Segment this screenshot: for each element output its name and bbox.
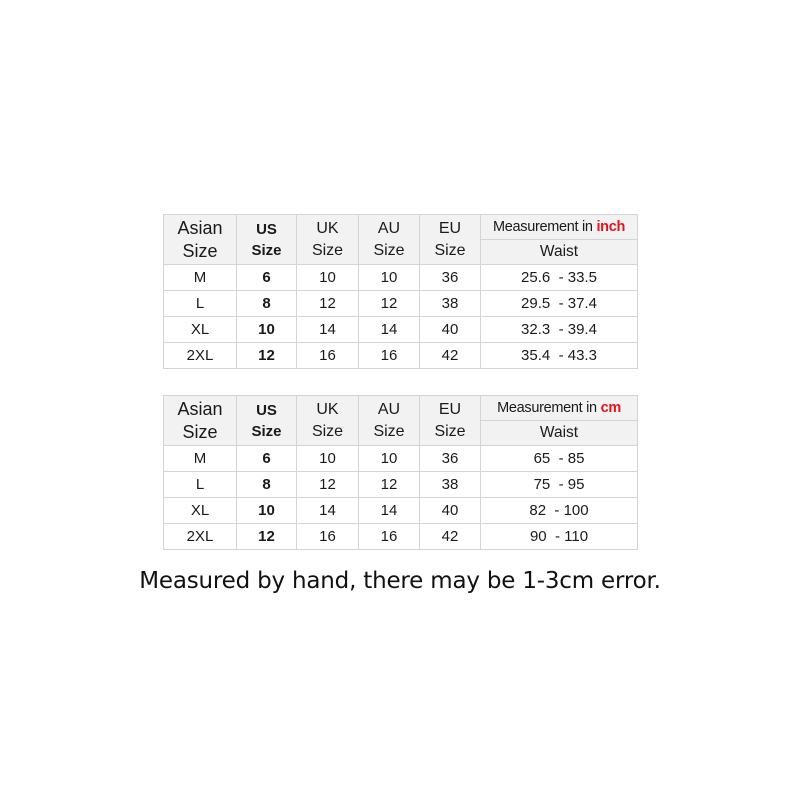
cell-au: 16 bbox=[359, 524, 420, 550]
cell-waist: 32.3 - 39.4 bbox=[481, 317, 638, 343]
header-asian-size: Asian Size bbox=[164, 396, 237, 446]
cell-eu: 36 bbox=[420, 446, 481, 472]
size-chart-inch bbox=[163, 214, 638, 369]
cell-uk: 14 bbox=[297, 317, 359, 343]
cell-uk: 12 bbox=[297, 472, 359, 498]
table-row bbox=[164, 265, 638, 291]
cell-uk: 16 bbox=[297, 343, 359, 369]
header-row bbox=[164, 215, 638, 240]
cell-us: 6 bbox=[237, 265, 297, 291]
header-waist: Waist bbox=[481, 240, 638, 265]
table-row bbox=[164, 498, 638, 524]
table-row bbox=[164, 343, 638, 369]
cell-au: 12 bbox=[359, 291, 420, 317]
cell-asian: L bbox=[164, 472, 237, 498]
cell-asian: XL bbox=[164, 498, 237, 524]
cell-au: 14 bbox=[359, 317, 420, 343]
header-eu-size: EU Size bbox=[420, 215, 481, 265]
header-uk-size: UK Size bbox=[297, 215, 359, 265]
header-row bbox=[164, 396, 638, 421]
cell-au: 12 bbox=[359, 472, 420, 498]
header-au-size: AU Size bbox=[359, 396, 420, 446]
cell-eu: 42 bbox=[420, 524, 481, 550]
table-row bbox=[164, 524, 638, 550]
cell-asian: M bbox=[164, 265, 237, 291]
header-au-size: AU Size bbox=[359, 215, 420, 265]
cell-eu: 38 bbox=[420, 472, 481, 498]
unit-label: cm bbox=[600, 399, 621, 416]
cell-waist: 90 - 110 bbox=[481, 524, 638, 550]
header-us-size: US Size bbox=[237, 396, 297, 446]
cell-us: 12 bbox=[237, 524, 297, 550]
cell-waist: 25.6 - 33.5 bbox=[481, 265, 638, 291]
unit-label: inch bbox=[596, 218, 626, 235]
cell-us: 8 bbox=[237, 472, 297, 498]
cell-us: 10 bbox=[237, 498, 297, 524]
cell-asian: 2XL bbox=[164, 524, 237, 550]
cell-eu: 42 bbox=[420, 343, 481, 369]
cell-uk: 10 bbox=[297, 265, 359, 291]
header-waist: Waist bbox=[481, 421, 638, 446]
table-row bbox=[164, 317, 638, 343]
cell-asian: XL bbox=[164, 317, 237, 343]
cell-eu: 38 bbox=[420, 291, 481, 317]
header-us-size: US Size bbox=[237, 215, 297, 265]
cell-uk: 16 bbox=[297, 524, 359, 550]
cell-waist: 82 - 100 bbox=[481, 498, 638, 524]
header-uk-size: UK Size bbox=[297, 396, 359, 446]
cell-us: 8 bbox=[237, 291, 297, 317]
measurement-note: Measured by hand, there may be 1-3cm error. bbox=[139, 568, 661, 594]
header-measurement: Measurement in cm bbox=[481, 396, 638, 421]
cell-asian: L bbox=[164, 291, 237, 317]
cell-eu: 40 bbox=[420, 498, 481, 524]
cell-uk: 14 bbox=[297, 498, 359, 524]
table-row bbox=[164, 446, 638, 472]
size-chart-cm bbox=[163, 395, 638, 550]
cell-eu: 36 bbox=[420, 265, 481, 291]
cell-us: 10 bbox=[237, 317, 297, 343]
header-measurement: Measurement in inch bbox=[481, 215, 638, 240]
cell-waist: 35.4 - 43.3 bbox=[481, 343, 638, 369]
cell-waist: 29.5 - 37.4 bbox=[481, 291, 638, 317]
cell-au: 10 bbox=[359, 265, 420, 291]
cell-waist: 75 - 95 bbox=[481, 472, 638, 498]
cell-asian: M bbox=[164, 446, 237, 472]
table-row bbox=[164, 472, 638, 498]
cell-waist: 65 - 85 bbox=[481, 446, 638, 472]
cell-au: 10 bbox=[359, 446, 420, 472]
cell-uk: 10 bbox=[297, 446, 359, 472]
header-asian-size: Asian Size bbox=[164, 215, 237, 265]
cell-au: 16 bbox=[359, 343, 420, 369]
header-eu-size: EU Size bbox=[420, 396, 481, 446]
cell-eu: 40 bbox=[420, 317, 481, 343]
cell-au: 14 bbox=[359, 498, 420, 524]
cell-us: 12 bbox=[237, 343, 297, 369]
cell-us: 6 bbox=[237, 446, 297, 472]
cell-uk: 12 bbox=[297, 291, 359, 317]
cell-asian: 2XL bbox=[164, 343, 237, 369]
table-row bbox=[164, 291, 638, 317]
